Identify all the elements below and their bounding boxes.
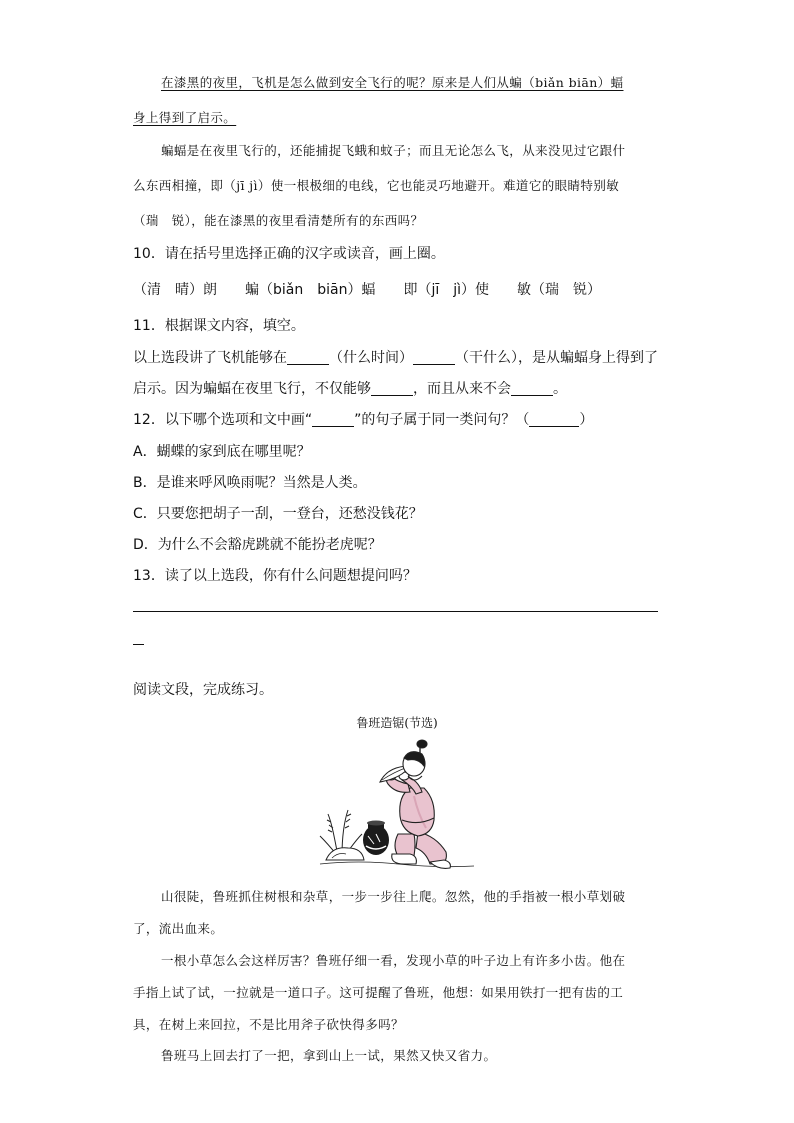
q11-text-c: （干什么），是从蝙蝠身上得到了 xyxy=(455,350,658,366)
q11-text-f: 。 xyxy=(553,381,567,397)
passage2-p2-line2: 手指上试了试，一拉就是一道口子。这可提醒了鲁班，他想：如果用铁打一把有齿的工 xyxy=(133,985,624,1000)
q12-text-a: 12．以下哪个选项和文中画“ xyxy=(133,412,313,428)
question-10-options: （清 晴）朗 蝙（biǎn biān）蝠 即（jī jì）使 敏（瑞 锐） xyxy=(133,282,602,298)
q11-text-b: （什么时间） xyxy=(329,350,413,366)
q11-text-d: 启示。因为蝙蝠在夜里飞行，不仅能够 xyxy=(133,381,371,397)
q12-blank-sentence xyxy=(312,412,354,427)
answer-line-q13-end xyxy=(133,644,144,645)
question-12 xyxy=(133,410,593,430)
answer-blank-never[interactable] xyxy=(511,381,553,396)
answer-blank-choice[interactable] xyxy=(529,412,579,427)
question-11-line1 xyxy=(133,348,658,368)
passage1-p2-line2: 么东西相撞，即（jī jì）使一根极细的电线，它也能灵巧地避开。难道它的眼睛特别敏 xyxy=(133,178,620,193)
option-d: D．为什么不会豁虎跳就不能扮老虎呢？ xyxy=(133,537,382,553)
passage2-p1-line2: 了，流出血来。 xyxy=(133,921,224,936)
passage1-line1: 在漆黑的夜里，飞机是怎么做到安全飞行的呢？原来是人们从蝙（biǎn biān）蝠 xyxy=(161,75,624,90)
option-b: B．是谁来呼风唤雨呢？当然是人类。 xyxy=(133,475,367,491)
passage1-p2-line3: （瑞 锐），能在漆黑的夜里看清楚所有的东西吗？ xyxy=(133,213,424,228)
answer-line-q13[interactable] xyxy=(133,611,658,612)
option-c: C．只要您把胡子一刮，一登台，还愁没钱花？ xyxy=(133,506,423,522)
answer-blank-action[interactable] xyxy=(413,350,455,365)
q11-text-a: 以上选段讲了飞机能够在 xyxy=(133,350,287,366)
q11-text-e: ，而且从来不会 xyxy=(413,381,511,397)
section-intro: 阅读文段，完成练习。 xyxy=(133,682,273,698)
pot-icon xyxy=(363,821,389,856)
question-13: 13．读了以上选段，你有什么问题想提问吗？ xyxy=(133,568,417,584)
q12-text-b: ”的句子属于同一类问句？（ xyxy=(354,412,530,428)
figure xyxy=(380,740,450,868)
answer-blank-time[interactable] xyxy=(287,350,329,365)
passage1-line2: 身上得到了启示。 xyxy=(133,110,237,125)
passage1-p2-line1: 蝙蝠是在夜里飞行的，还能捕捉飞蛾和蚊子；而且无论怎么飞，从来没见过它跟什 xyxy=(161,143,626,158)
question-11-line2 xyxy=(133,379,567,399)
question-11: 11．根据课文内容，填空。 xyxy=(133,318,305,334)
passage2-p2-line3: 具，在树上来回拉，不是比用斧子砍快得多吗？ xyxy=(133,1017,404,1032)
option-a: A．蝴蝶的家到底在哪里呢？ xyxy=(133,444,311,460)
passage-title: 鲁班造锯(节选) xyxy=(356,716,438,730)
lu-ban-illustration xyxy=(318,736,478,882)
passage2-p1-line1: 山很陡，鲁班抓住树根和杂草，一步一步往上爬。忽然，他的手指被一根小草划破 xyxy=(161,889,626,904)
question-10: 10．请在括号里选择正确的汉字或读音，画上圈。 xyxy=(133,246,445,262)
passage2-p3-line1: 鲁班马上回去打了一把，拿到山上一试，果然又快又省力。 xyxy=(161,1048,497,1063)
passage2-p2-line1: 一根小草怎么会这样厉害？鲁班仔细一看，发现小草的叶子边上有许多小齿。他在 xyxy=(161,953,626,968)
q12-text-c: ） xyxy=(579,412,594,428)
answer-blank-ability[interactable] xyxy=(371,381,413,396)
